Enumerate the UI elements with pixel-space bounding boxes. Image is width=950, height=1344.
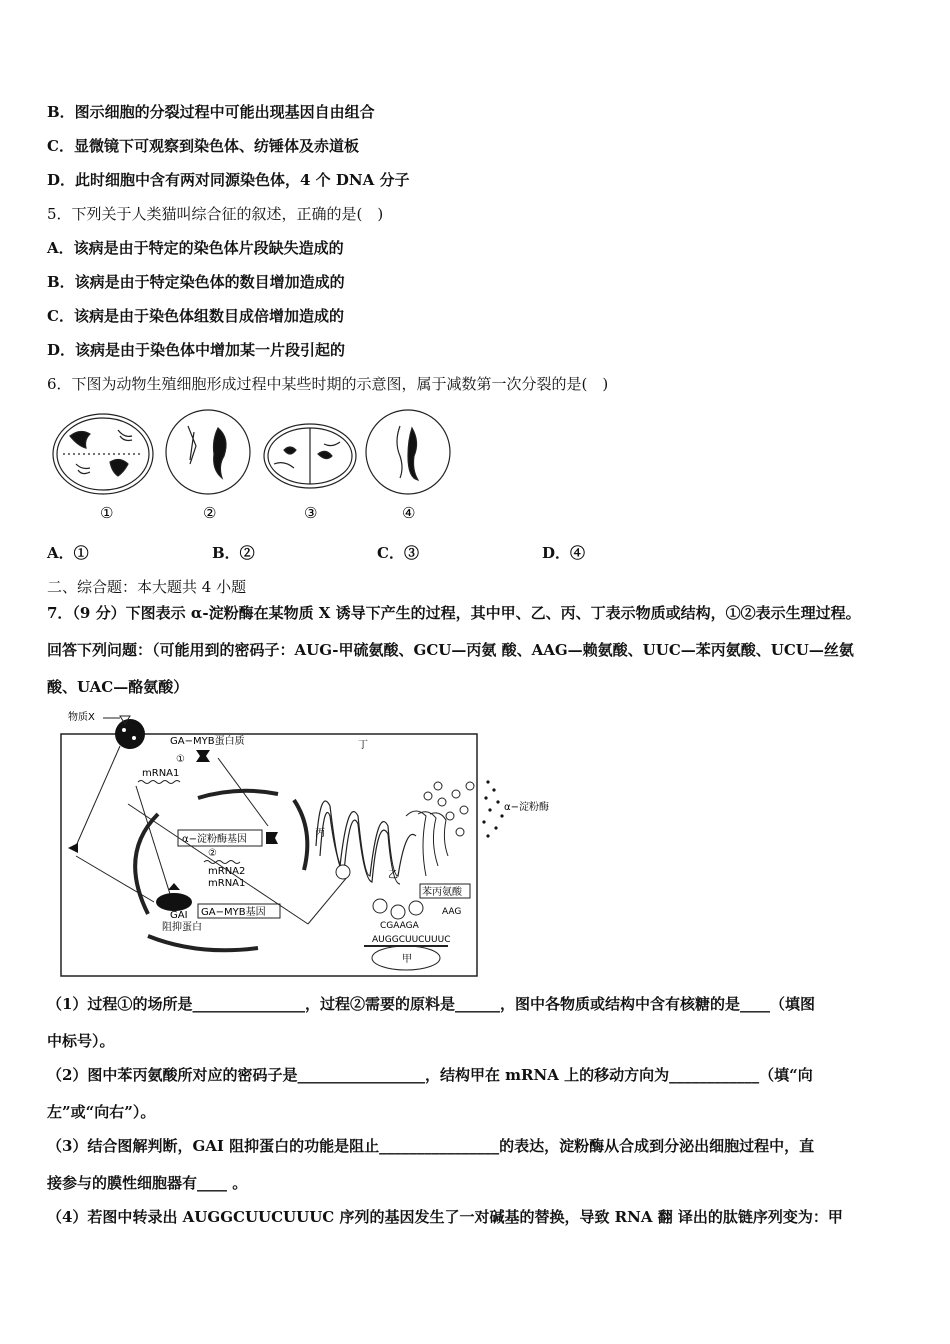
amylase-particles	[482, 780, 503, 837]
label-gai: GAI	[170, 910, 188, 921]
q5-option-b: B．该病是由于特定染色体的数目增加造成的	[47, 273, 345, 291]
golgi-apparatus	[406, 811, 448, 876]
label-phenylalanine: 苯丙氨酸	[422, 887, 462, 898]
receptor-icon	[103, 716, 145, 749]
q5-option-a: A．该病是由于特定的染色体片段缺失造成的	[47, 239, 344, 257]
section-heading: 二、综合题：本大题共 4 小题	[47, 578, 247, 596]
label-jia: 甲	[402, 954, 412, 965]
cell-2-figure	[166, 410, 250, 494]
q7-part4-line1: （4）若图中转录出 AUGGCUUCUUUC 序列的基因发生了一对碱基的替换，导致 RNA 翻 译出的肽链序列变为：甲	[47, 1208, 843, 1226]
q6-option-d: D．④	[542, 544, 586, 562]
q4-option-c: C．显微镜下可观察到染色体、纺锤体及赤道板	[47, 137, 359, 155]
label-mrna1-mid: mRNA1	[208, 878, 246, 889]
q5-option-c: C．该病是由于染色体组数目成倍增加造成的	[47, 307, 344, 325]
q5-stem: 5．下列关于人类猫叫综合征的叙述，正确的是( )	[47, 205, 384, 223]
fig-label-1: ①	[100, 504, 114, 522]
label-aag: AAG	[442, 907, 462, 917]
q6-cell-diagrams	[48, 406, 468, 526]
q7-stem-line1: 7．（9 分）下图表示 α-淀粉酶在某物质 X 诱导下产生的过程，其中甲、乙、丙、丁表示物质或结构，①②表示生理过程。	[47, 604, 861, 622]
q5-option-d: D．该病是由于染色体中增加某一片段引起的	[47, 341, 346, 359]
label-process-2: ②	[208, 848, 217, 859]
q7-part2-line1: （2）图中苯丙氨酸所对应的密码子是_________________，结构甲在 mRNA 上的移动方向为____________（填“向	[47, 1066, 813, 1084]
mrna2-strand	[204, 861, 240, 864]
endoplasmic-reticulum	[316, 801, 416, 884]
q6-options	[47, 543, 747, 563]
q6-option-c: C．③	[377, 544, 419, 562]
label-ga-myb-gene: GA−MYB基因	[201, 907, 266, 918]
q7-part1-line2: 中标号）。	[47, 1032, 115, 1050]
label-bing: 丙	[315, 828, 325, 839]
q6-stem: 6．下图为动物生殖细胞形成过程中某些时期的示意图，属于减数第一次分裂的是( )	[47, 375, 609, 393]
vesicles	[424, 782, 474, 836]
label-process-1: ①	[176, 754, 185, 765]
cell-1-figure	[53, 414, 153, 494]
gai-protein-icon	[156, 893, 192, 911]
label-cgaaga: CGAAGA	[380, 921, 419, 931]
q7-stem-line3: 酸、UAC—酪氨酸）	[47, 678, 189, 696]
q6-option-a: A．①	[47, 544, 89, 562]
q7-part1-line1: （1）过程①的场所是_______________，过程②需要的原料是______，图中各物质或结构中含有核糖的是____（填图	[47, 995, 815, 1013]
gene-binding-protein-icon	[266, 832, 278, 844]
label-substance-x: 物质X	[68, 712, 95, 723]
label-amylase: α−淀粉酶	[504, 802, 549, 813]
label-mrna-sequence: AUGGCUUCUUUC	[372, 935, 451, 945]
translation-inset	[364, 884, 470, 970]
q7-amylase-diagram	[58, 706, 603, 978]
label-gai-protein: 阻抑蛋白	[162, 922, 202, 933]
fig-label-2: ②	[203, 504, 217, 522]
mrna1-top-strand	[138, 781, 180, 784]
q4-option-b: B．图示细胞的分裂过程中可能出现基因自由组合	[47, 103, 375, 121]
q6-option-b: B．②	[212, 544, 255, 562]
arrowhead-icon	[68, 843, 78, 853]
q7-stem-line2: 回答下列问题：（可能用到的密码子：AUG-甲硫氨酸、GCU—丙氨 酸、AAG—赖氨酸、UUC—苯丙氨酸、UCU—丝氨	[47, 641, 854, 659]
fig-label-3: ③	[304, 504, 318, 522]
q4-option-d: D．此时细胞中含有两对同源染色体，4 个 DNA 分子	[47, 171, 410, 189]
label-amylase-gene: α−淀粉酶基因	[182, 834, 247, 845]
label-mrna2: mRNA2	[208, 866, 246, 877]
cell-4-figure	[366, 410, 450, 494]
q7-part2-line2: 左”或“向右”）。	[47, 1103, 156, 1121]
gai-receptor-icon	[168, 883, 180, 890]
ribosome-icon	[336, 865, 350, 879]
label-ga-myb-protein: GA−MYB蛋白质	[170, 736, 245, 747]
q7-part3-line1: （3）结合图解判断，GAI 阻抑蛋白的功能是阻止________________的表达，淀粉酶从合成到分泌出细胞过程中，直	[47, 1137, 815, 1155]
label-yi: 乙	[388, 870, 398, 881]
label-mrna1-top: mRNA1	[142, 768, 180, 779]
ga-myb-protein-icon	[196, 750, 210, 762]
fig-label-4: ④	[402, 504, 416, 522]
q7-part3-line2: 接参与的膜性细胞器有____ 。	[47, 1174, 248, 1192]
cell-3-figure	[264, 424, 356, 488]
label-ding: 丁	[358, 740, 368, 751]
